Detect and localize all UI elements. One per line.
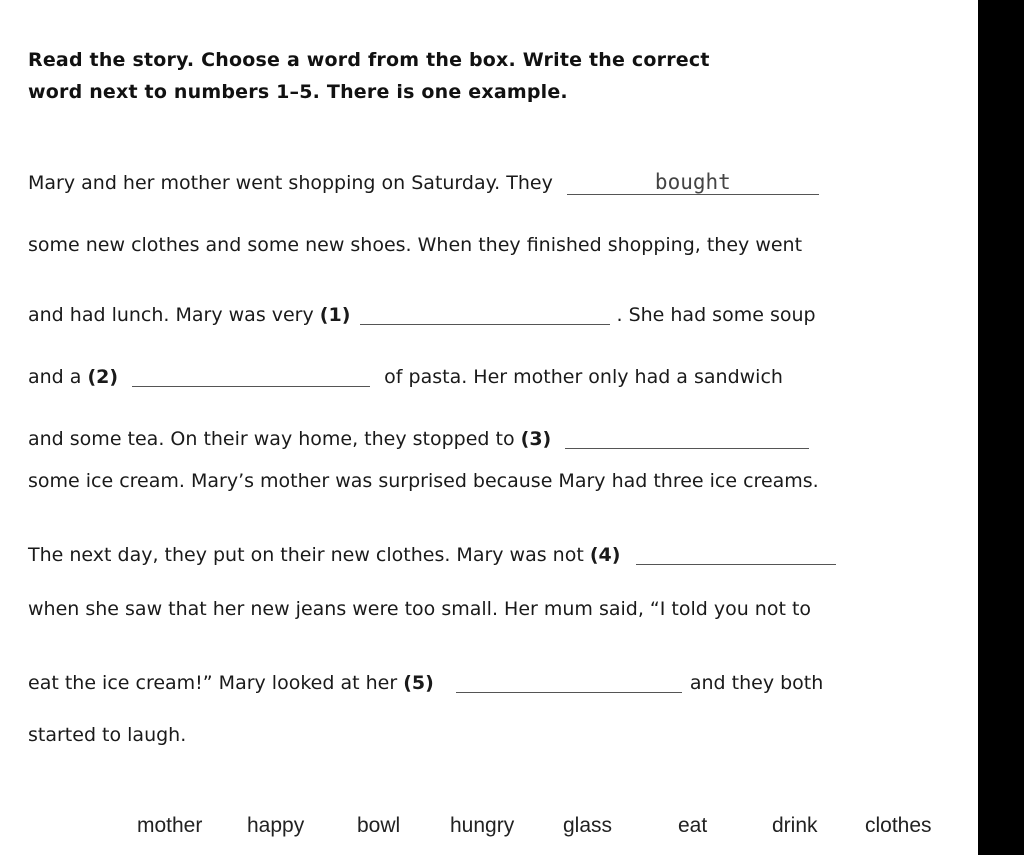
word-option: mother — [137, 814, 203, 837]
story-text: The next day, they put on their new clothes. Mary was not — [28, 544, 584, 566]
answer-blank-3[interactable] — [565, 426, 809, 449]
word-option: eat — [678, 814, 708, 837]
story-text: of pasta. Her mother only had a sandwich — [384, 366, 783, 388]
story-text: and some tea. On their way home, they stopped to — [28, 428, 515, 450]
story-text: some ice cream. Mary’s mother was surprised because Mary had three ice creams. — [28, 470, 819, 492]
story-text: and a — [28, 366, 82, 388]
word-option: drink — [772, 814, 818, 837]
story-line-9 — [28, 666, 823, 694]
word-option: happy — [247, 814, 305, 837]
story-text: . She had some soup — [616, 304, 816, 326]
story-text: some new clothes and some new shoes. When they finished shopping, they went — [28, 234, 803, 256]
answer-blank-4[interactable] — [636, 542, 836, 565]
instructions — [28, 44, 928, 108]
story-text: eat the ice cream!” Mary looked at her — [28, 672, 398, 694]
story-line-4 — [28, 360, 783, 388]
instructions-line-1: Read the story. Choose a word from the box. Write the correct — [28, 49, 710, 71]
gap-number-2: (2) — [87, 366, 119, 388]
answer-blank-1[interactable] — [360, 302, 610, 325]
story-line-2 — [28, 234, 802, 256]
answer-blank-5[interactable] — [456, 670, 682, 693]
answer-blank-2[interactable] — [132, 364, 370, 387]
gap-number-4: (4) — [589, 544, 621, 566]
example-answer: bought — [567, 170, 819, 195]
story-text: and had lunch. Mary was very — [28, 304, 314, 326]
story-line-10 — [28, 724, 186, 746]
word-option: bowl — [357, 814, 401, 837]
story-line-1 — [28, 170, 819, 195]
word-option: clothes — [865, 814, 932, 837]
gap-number-3: (3) — [520, 428, 552, 450]
screen-edge-bar — [978, 0, 1024, 855]
story-line-5 — [28, 422, 809, 450]
story-line-3 — [28, 298, 816, 326]
word-option: hungry — [450, 814, 515, 837]
word-option: glass — [563, 814, 613, 837]
story-text: when she saw that her new jeans were too small. Her mum said, “I told you not to — [28, 598, 812, 620]
story-line-7 — [28, 538, 836, 566]
story-text: Mary and her mother went shopping on Saturday. They — [28, 172, 553, 194]
story-text: and they both — [689, 672, 824, 694]
gap-number-5: (5) — [403, 672, 434, 694]
story-line-8 — [28, 598, 811, 620]
story-line-6 — [28, 470, 819, 492]
word-box — [0, 814, 978, 846]
gap-number-1: (1) — [319, 304, 351, 326]
instructions-line-2: word next to numbers 1–5. There is one example. — [28, 81, 568, 103]
story-text: started to laugh. — [28, 724, 187, 746]
